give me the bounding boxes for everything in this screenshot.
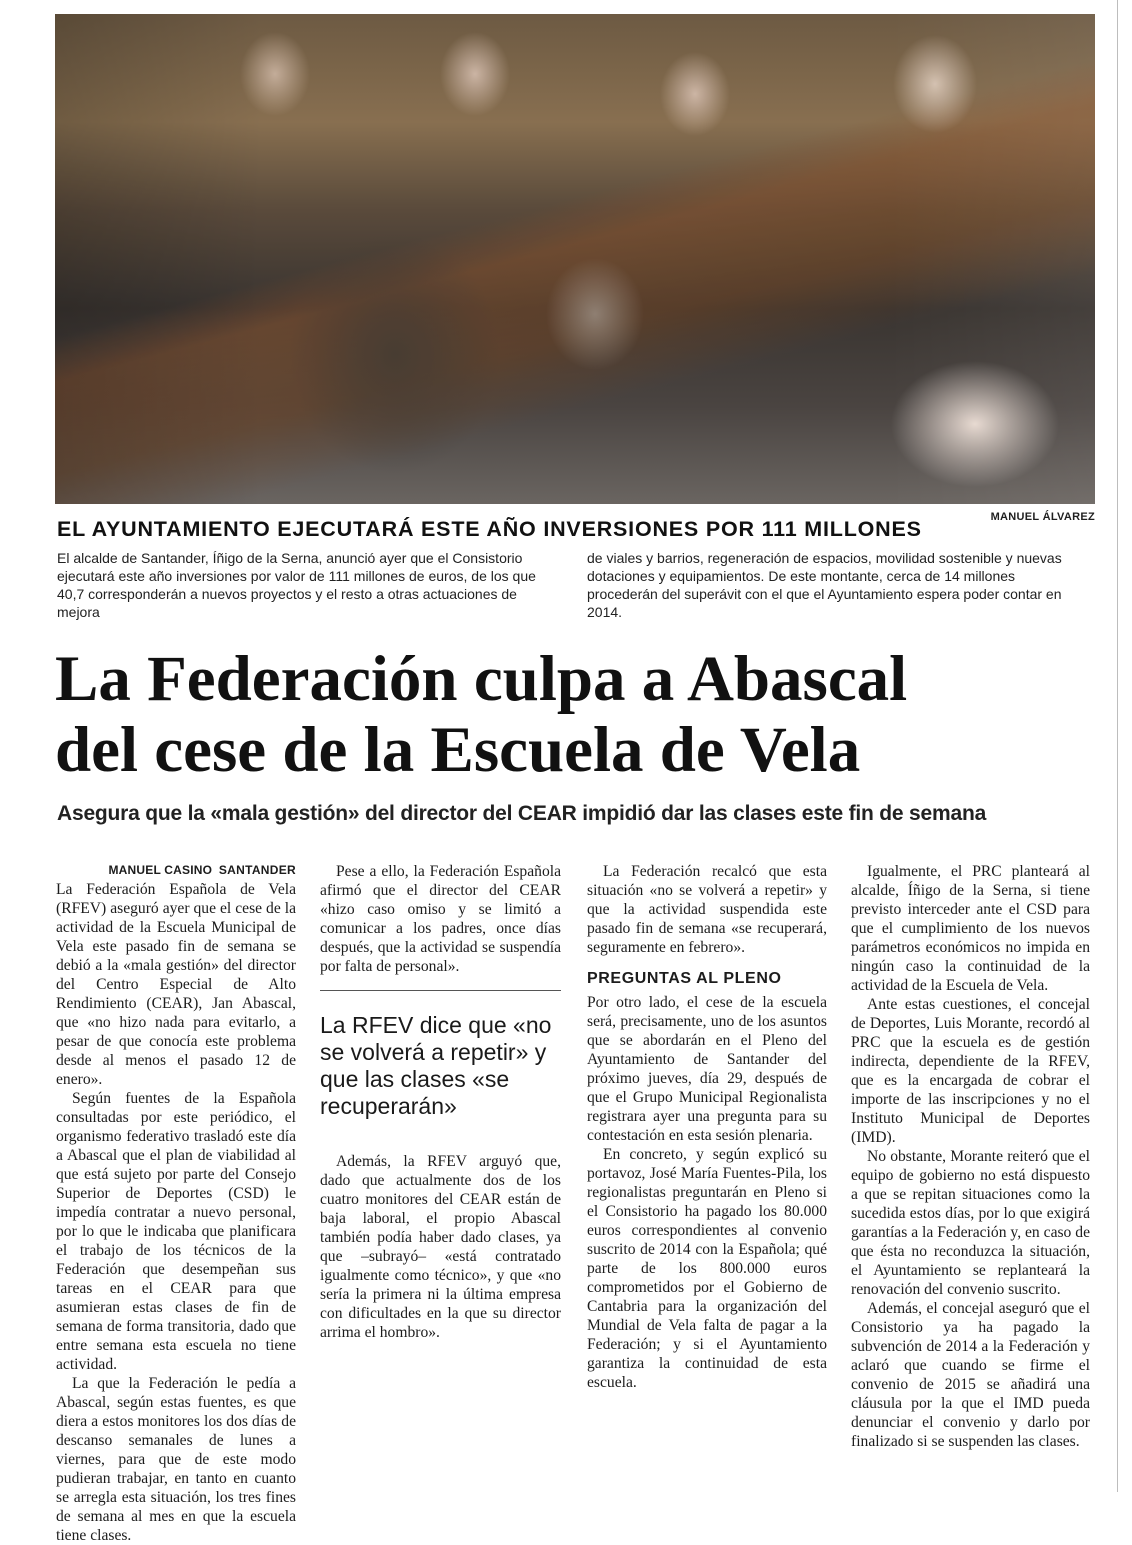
section-heading: PREGUNTAS AL PLENO [587,970,782,987]
article-column-4 [851,862,1090,1451]
brief-text-col1: El alcalde de Santander, Íñigo de la Serna, anunció ayer que el Consistorio ejecutará este año inversiones por valor de 111 millones de euros, de los que 40,7 corresponderán a nuevos proyectos y el resto a otras actuaciones de mejora [57,550,536,620]
article-headline [55,644,1105,786]
paragraph: Además, la RFEV arguyó que, dado que actualmente dos de los cuatro monitores del CEAR están de baja laboral, el propio Abascal también podía haber dado clases, ya que –subrayó– «está contratado igualmente como técnico», y que «no sería la primera ni la última empresa con dificultades en la que su director arrima el hombro». [320,1153,561,1341]
paragraph: La Federación recalcó que esta situación «no se volverá a repetir» y que la actividad suspendida este pasado fin de semana «se recuperará, seguramente en febrero». [587,863,827,956]
pull-quote: La RFEV dice que «no se volverá a repetir» y que las clases «se recuperarán» [320,990,561,1120]
paragraph: Igualmente, el PRC planteará al alcalde, Íñigo de la Serna, si tiene previsto interceder ante el CSD para que el cumplimiento de los nuevos parámetros económicos no impida en ningún caso la continuidad de la actividad de la Escuela de Vela. [851,863,1090,994]
headline-line-1: La Federación culpa a Abascal [55,643,908,715]
paragraph: La que la Federación le pedía a Abascal, según estas fuentes, es que diera a estos monitores los dos días de descanso semanales de lunes a viernes, para que de este modo pudieran trabajar, en tanto en cuanto se arregla esta situación, los tres fines de semana al mes en que la escuela tiene clases. [56,1375,296,1544]
brief-text-col2: de viales y barrios, regeneración de espacios, movilidad sostenible y nuevas dotaciones y equipamientos. De este montante, cerca de 14 millones procederán del superávit con el que el Ayuntamiento espera poder contar en 2014. [587,550,1062,620]
paragraph: En concreto, y según explicó su portavoz, José María Fuentes-Pila, los regionalistas preguntarán en Pleno si el Consistorio ha pagado los 80.000 euros correspondientes al convenio suscrito de 2014 con la Española; qué parte de los 800.000 euros comprometidos por el Gobierno de Cantabria para la organización del Mundial de Vela falta de pagar a la Federación; y si el Ayuntamiento garantiza la continuidad de esta escuela. [587,1146,827,1391]
paragraph: No obstante, Morante reiteró que el equipo de gobierno no está dispuesto a que se repitan situaciones como la sucedida estos días, por lo que exigirá garantías a la Federación y, en caso de que ésta no reconduzca la situación, el Ayuntamiento se replanteará la renovación del convenio suscrito. [851,1148,1090,1298]
article-column-2 [320,862,561,1342]
byline-author: MANUEL CASINO [108,863,213,877]
meeting-photo [55,14,1095,504]
byline-place: SANTANDER [218,863,296,877]
paragraph: Pese a ello, la Federación Española afirmó que el director del CEAR «hizo caso omiso y se limitó a comunicar a los padres, once días después, que la actividad se suspendía por falta de personal». [320,863,561,975]
headline-line-2: del cese de la Escuela de Vela [55,714,861,786]
paragraph: Según fuentes de la Española consultadas por este periódico, el organismo federativo trasladó este día a Abascal que el plan de viabilidad al que está sujeto por parte del Consejo Superior de Deportes (CSD) le impedía contratar a nuevo personal, por lo que le indicaba que planificara el trabajo de los técnicos de la Federación que desempeñan sus tareas en el CEAR para que asumieran estas clases de fin de semana de forma transitoria, dado que entre semana esta escuela no tiene actividad. [56,1090,296,1373]
paragraph: Por otro lado, el cese de la escuela será, precisamente, uno de los asuntos que se abordarán en el Pleno del Ayuntamiento de Santander del próximo jueves, día 29, después de que el Grupo Municipal Regionalista registrara ayer una pregunta para su contestación en esta sesión plenaria. [587,994,827,1144]
article-subhead: Asegura que la «mala gestión» del director del CEAR impidió dar las clases este fin de semana [57,802,987,825]
column-rule [1117,0,1118,1492]
article-column-1 [56,862,296,1545]
paragraph: Además, el concejal aseguró que el Consistorio ya ha pagado la subvención de 2014 a la Federación y aclaró que cuando se firme el convenio de 2015 se añadirá una cláusula por la que el IMD pueda denunciar el convenio y darlo por finalizado si se suspenden las clases. [851,1300,1090,1450]
paragraph: La Federación Española de Vela (RFEV) aseguró ayer que el cese de la actividad de la Escuela Municipal de Vela este pasado fin de semana se debió a la «mala gestión» del director del Centro Especial de Alto Rendimiento (CEAR), Jan Abascal, que «no hizo nada para evitarlo, a pesar de que conocía este problema desde al menos el pasado 12 de enero». [56,881,296,1088]
photo-credit: MANUEL ÁLVAREZ [990,511,1095,523]
byline [56,862,296,878]
brief-headline: EL AYUNTAMIENTO EJECUTARÁ ESTE AÑO INVERSIONES POR 111 MILLONES [57,517,922,541]
article-column-3 [587,862,827,1392]
paragraph: Ante estas cuestiones, el concejal de Deportes, Luis Morante, recordó al PRC que la escuela es de gestión indirecta, dependiente de la RFEV, que es la encargada de cobrar el importe de las inscripciones y no el Instituto Municipal de Deportes (IMD). [851,996,1090,1146]
